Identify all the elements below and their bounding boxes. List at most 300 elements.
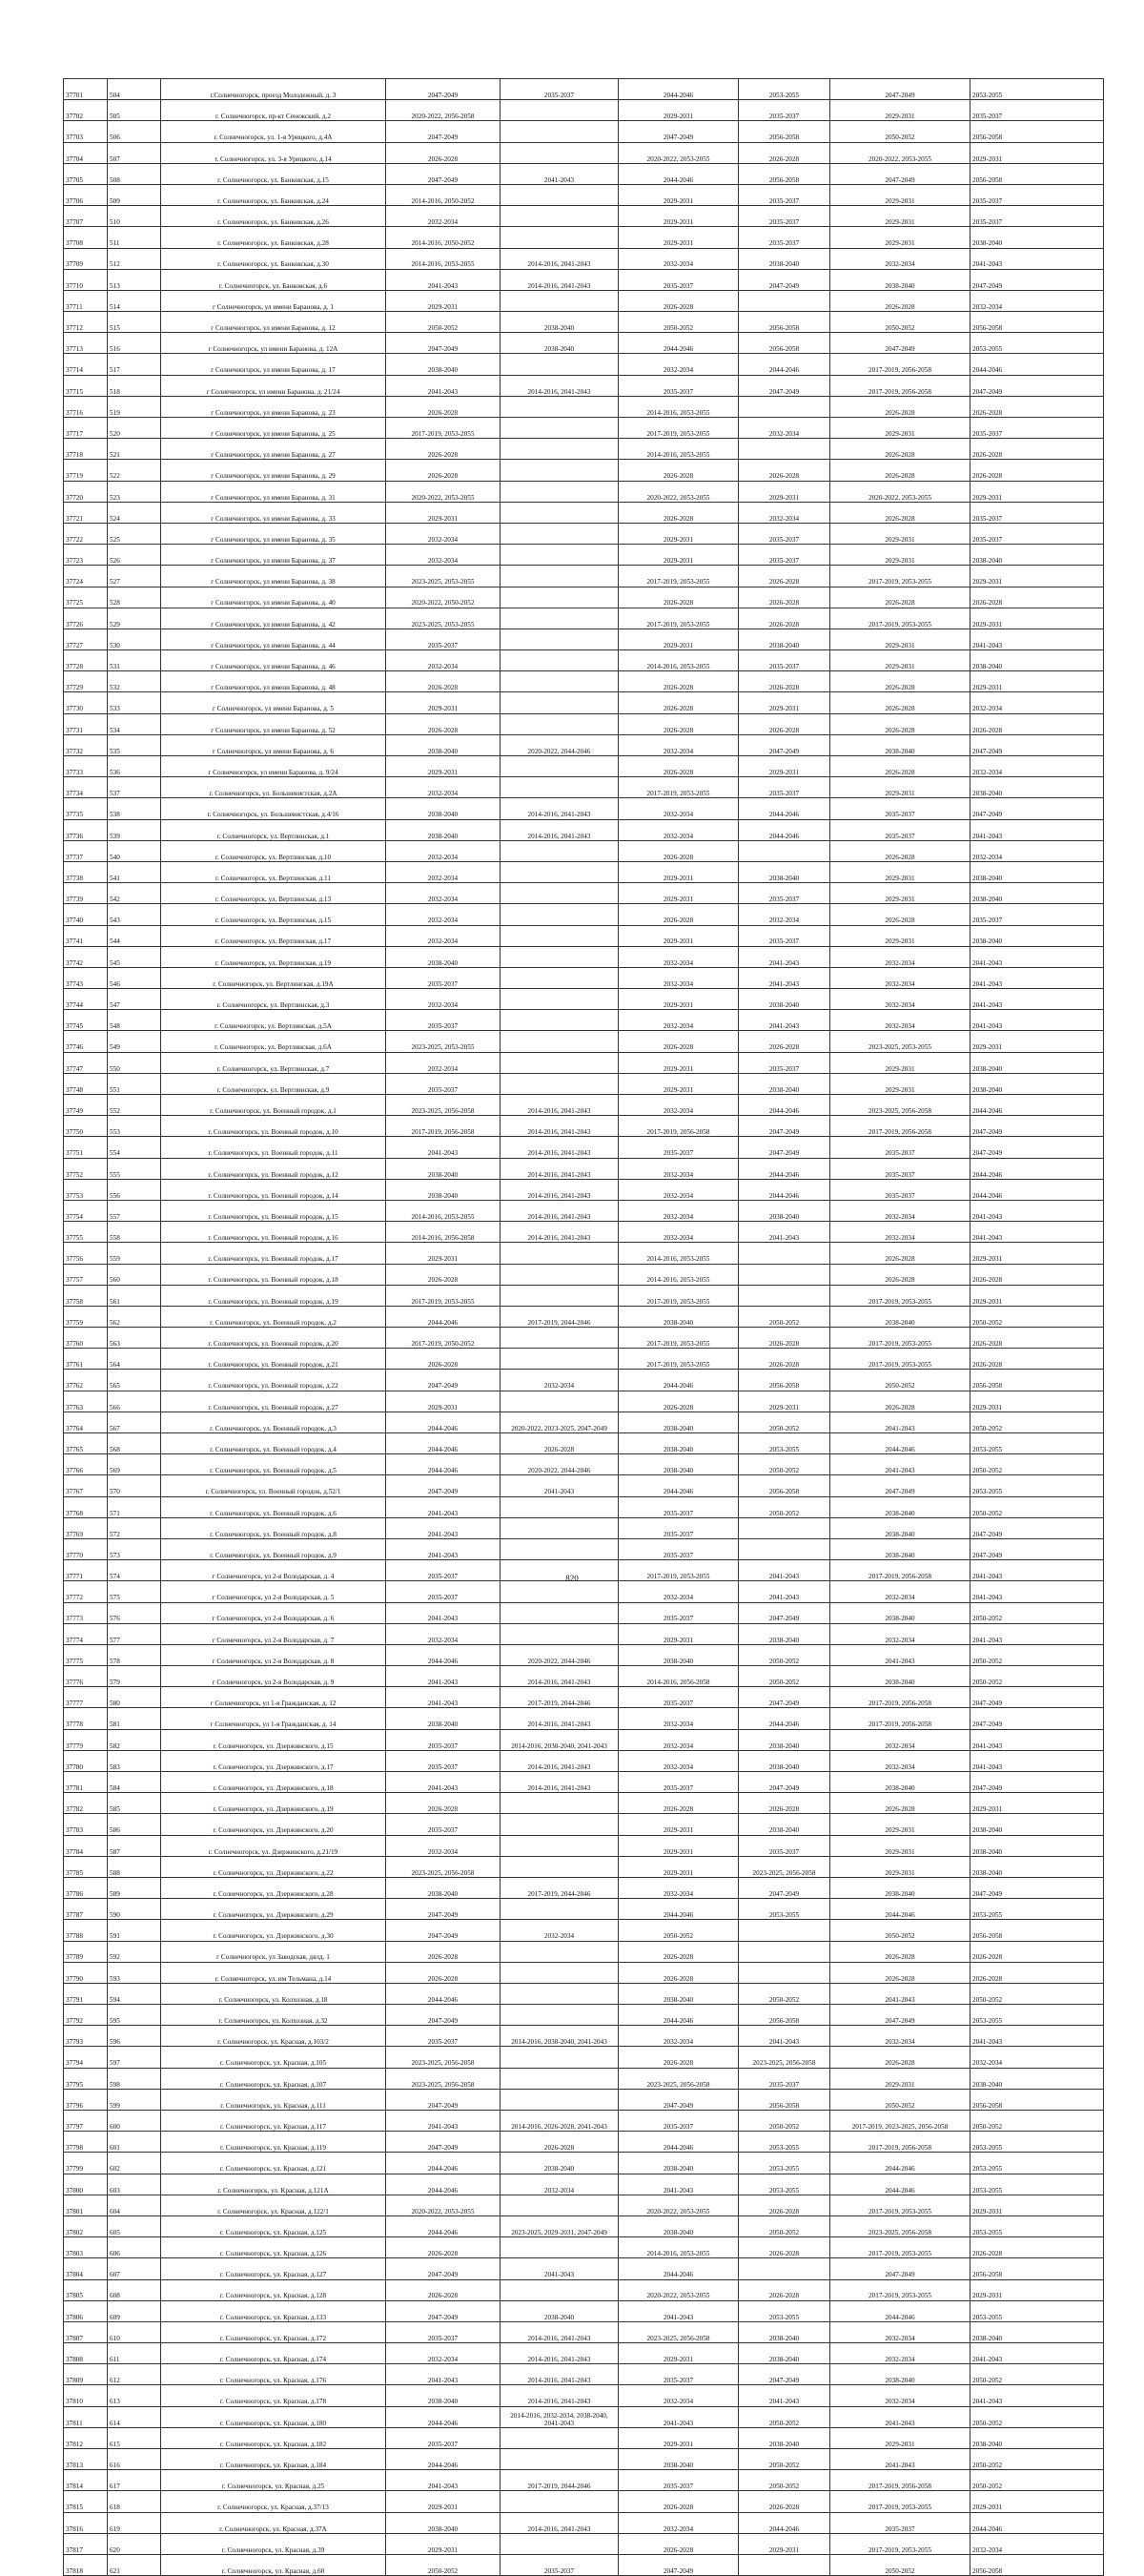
table-cell: 2047-2049 — [386, 1475, 500, 1496]
table-cell: 2053-2055 — [970, 2153, 1104, 2174]
table-cell: г. Солнечногорск, ул. Военный городок, д.6 — [161, 1496, 386, 1517]
table-cell: 2041-2043 — [739, 2026, 830, 2047]
table-cell: 513 — [108, 269, 161, 290]
table-cell: 37799 — [64, 2153, 108, 2174]
table-cell: 2041-2043 — [619, 2300, 739, 2321]
table-cell: 2050-2052 — [970, 1454, 1104, 1475]
table-cell: 2032-2034 — [386, 1623, 500, 1644]
table-cell — [500, 2195, 619, 2215]
table-cell: г. Солнечногорск, ул. Красная, д.119 — [161, 2132, 386, 2153]
table-cell: 2026-2028 — [386, 1349, 500, 1370]
table-cell: 2029-2031 — [619, 1856, 739, 1877]
table-cell — [739, 1941, 830, 1962]
table-cell: 2038-2040 — [739, 629, 830, 649]
table-cell: 2020-2022, 2050-2052 — [386, 587, 500, 608]
table-cell: 37717 — [64, 418, 108, 439]
table-cell: г. Солнечногорск, ул. Военный городок, д.10 — [161, 1116, 386, 1137]
table-cell: 2032-2034 — [619, 2026, 739, 2047]
table-cell: 37786 — [64, 1877, 108, 1898]
table-cell: 2032-2034 — [970, 692, 1104, 713]
table-cell: 560 — [108, 1264, 161, 1285]
table-cell: г. Солнечногорск, ул. Вертлинская, д.3 — [161, 989, 386, 1010]
table-cell: 37701 — [64, 79, 108, 100]
table-cell: 568 — [108, 1433, 161, 1454]
table-cell: 37784 — [64, 1835, 108, 1856]
table-row — [64, 967, 1104, 988]
table-cell: 525 — [108, 523, 161, 544]
table-cell: г. Солнечногорск, ул. Военный городок, д.22 — [161, 1370, 386, 1391]
table-cell: 2029-2031 — [830, 1835, 970, 1856]
table-cell: 2026-2028 — [830, 587, 970, 608]
table-row — [64, 883, 1104, 904]
table-cell: 2050-2052 — [386, 312, 500, 333]
table-cell: 37764 — [64, 1412, 108, 1432]
table-cell: 2050-2052 — [970, 2449, 1104, 2470]
table-cell: 543 — [108, 904, 161, 925]
table-cell: 37765 — [64, 1433, 108, 1454]
table-cell: 2038-2040 — [386, 1708, 500, 1729]
table-cell: 2038-2040 — [500, 333, 619, 354]
table-row — [64, 2237, 1104, 2258]
table-cell: 2038-2040 — [619, 1644, 739, 1665]
table-cell: г. Солнечногорск, ул. Дзержинского, д.28 — [161, 1877, 386, 1898]
table-cell: 2026-2028 — [739, 1328, 830, 1349]
table-cell: 2014-2016, 2041-2043 — [500, 798, 619, 819]
table-cell: 2038-2040 — [739, 989, 830, 1010]
table-cell: 37818 — [64, 2554, 108, 2575]
table-cell: г. Солнечногорск, ул. Военный городок, д.20 — [161, 1328, 386, 1349]
table-cell: 2020-2022, 2053-2055 — [619, 2195, 739, 2215]
table-row — [64, 396, 1104, 417]
table-row — [64, 2554, 1104, 2575]
table-cell: 2026-2028 — [830, 1941, 970, 1962]
table-cell: 2053-2055 — [739, 1899, 830, 1920]
table-cell: 37773 — [64, 1602, 108, 1623]
table-cell: 2035-2037 — [830, 798, 970, 819]
table-row — [64, 2047, 1104, 2068]
table-cell: 37780 — [64, 1750, 108, 1771]
table-cell: 2029-2031 — [830, 418, 970, 439]
table-cell: 2047-2049 — [386, 2089, 500, 2110]
table-row — [64, 1328, 1104, 1349]
table-cell: 2023-2025, 2053-2055 — [386, 1031, 500, 1052]
table-cell — [500, 883, 619, 904]
table-cell: г. Солнечногорск, ул. Военный городок, д.21 — [161, 1349, 386, 1370]
table-cell: 2026-2028 — [619, 460, 739, 481]
table-cell: 2017-2019, 2053-2055 — [830, 2533, 970, 2554]
table-cell: 2026-2028 — [739, 608, 830, 629]
table-cell: 2047-2049 — [386, 333, 500, 354]
table-cell: 37756 — [64, 1243, 108, 1264]
table-cell: 2053-2055 — [970, 333, 1104, 354]
table-cell — [500, 671, 619, 692]
table-cell: 2050-2052 — [739, 2111, 830, 2132]
table-cell — [500, 840, 619, 861]
table-cell — [500, 629, 619, 649]
table-cell: 37731 — [64, 713, 108, 734]
table-cell: 37703 — [64, 121, 108, 142]
table-cell: 2044-2046 — [739, 1158, 830, 1179]
table-cell: 608 — [108, 2279, 161, 2300]
table-cell: 37734 — [64, 777, 108, 798]
table-cell: г. Солнечногорск, ул. Красная, д.39 — [161, 2533, 386, 2554]
page-number: 820 — [565, 1574, 579, 1583]
table-cell: 2026-2028 — [619, 1793, 739, 1814]
table-cell: 2032-2034 — [619, 1581, 739, 1602]
table-cell: 2026-2028 — [739, 2279, 830, 2300]
schedule-table-container — [63, 78, 1103, 2576]
table-row — [64, 608, 1104, 629]
table-cell: г. Солнечногорск, ул. Военный городок, д.4 — [161, 1433, 386, 1454]
table-cell: 2056-2058 — [970, 1920, 1104, 1941]
table-cell: г. Солнечногорск, ул. Банковская, д.24 — [161, 184, 386, 205]
table-cell — [500, 460, 619, 481]
table-cell: 2029-2031 — [619, 545, 739, 566]
table-cell: г. Солнечногорск, ул. Красная, д.111 — [161, 2089, 386, 2110]
table-cell: 2032-2034 — [619, 1179, 739, 1200]
table-cell: 2053-2055 — [970, 1475, 1104, 1496]
table-cell: 2035-2037 — [619, 1137, 739, 1158]
table-cell: 2041-2043 — [970, 248, 1104, 269]
table-cell: 2029-2031 — [830, 2068, 970, 2089]
table-cell: 2017-2019, 2056-2058 — [830, 1708, 970, 1729]
table-cell: 535 — [108, 734, 161, 755]
table-cell: 2020-2022, 2044-2046 — [500, 734, 619, 755]
table-cell: 2014-2016, 2041-2043 — [500, 269, 619, 290]
table-cell: г. Солнечногорск, ул. Военный городок, д.19 — [161, 1285, 386, 1306]
table-cell: 2041-2043 — [386, 2111, 500, 2132]
table-cell: 2035-2037 — [619, 2470, 739, 2491]
table-cell: 2035-2037 — [739, 1835, 830, 1856]
table-cell: 2029-2031 — [830, 925, 970, 946]
table-cell: 601 — [108, 2132, 161, 2153]
table-cell: 37728 — [64, 650, 108, 671]
table-cell: 2026-2028 — [500, 1433, 619, 1454]
table-cell: 2035-2037 — [500, 2554, 619, 2575]
table-cell: г. Солнечногорск, ул. Красная, д.133 — [161, 2300, 386, 2321]
table-cell: 2032-2034 — [619, 2385, 739, 2406]
table-cell: 2050-2052 — [739, 1454, 830, 1475]
table-cell: 506 — [108, 121, 161, 142]
table-cell: 2035-2037 — [619, 1517, 739, 1538]
table-cell: 554 — [108, 1137, 161, 1158]
table-cell: 2032-2034 — [970, 2533, 1104, 2554]
table-cell: 2017-2019, 2044-2046 — [500, 1687, 619, 1708]
table-row — [64, 184, 1104, 205]
table-cell: 37797 — [64, 2111, 108, 2132]
table-cell: 2026-2028 — [739, 2237, 830, 2258]
table-row — [64, 650, 1104, 671]
table-cell: 611 — [108, 2343, 161, 2364]
table-cell: 578 — [108, 1644, 161, 1665]
table-row — [64, 1200, 1104, 1221]
table-cell — [500, 1538, 619, 1559]
table-cell: 569 — [108, 1454, 161, 1475]
table-cell: 2038-2040 — [970, 1073, 1104, 1094]
table-cell: г. Солнечногорск, ул. 1-я Урицкого, д.4А — [161, 121, 386, 142]
table-cell: 37735 — [64, 798, 108, 819]
table-row — [64, 1222, 1104, 1243]
table-cell: 618 — [108, 2491, 161, 2512]
table-row — [64, 671, 1104, 692]
table-cell: г Солнечногорск, ул имени Баранова, д. 12А — [161, 333, 386, 354]
table-cell: 565 — [108, 1370, 161, 1391]
table-cell — [739, 1962, 830, 1983]
table-cell: 37793 — [64, 2026, 108, 2047]
table-cell: 37790 — [64, 1962, 108, 1983]
table-cell: 2029-2031 — [830, 1814, 970, 1835]
table-cell — [500, 1243, 619, 1264]
table-cell: 2026-2028 — [386, 713, 500, 734]
table-cell: 2026-2028 — [830, 439, 970, 460]
table-cell: 2053-2055 — [739, 2174, 830, 2195]
table-cell: 37759 — [64, 1306, 108, 1327]
table-cell: г. Солнечногорск, ул. Красная, д.117 — [161, 2111, 386, 2132]
table-cell: 2041-2043 — [970, 1750, 1104, 1771]
table-cell: 2029-2031 — [619, 1623, 739, 1644]
table-cell: 2017-2019, 2053-2055 — [830, 566, 970, 587]
table-cell: 2041-2043 — [830, 1644, 970, 1665]
table-cell: 2029-2031 — [830, 1073, 970, 1094]
table-cell: 2026-2028 — [830, 671, 970, 692]
table-cell: г Солнечногорск, ул имени Баранова, д. 46 — [161, 650, 386, 671]
table-cell: 2014-2016, 2041-2043 — [500, 1772, 619, 1793]
table-cell: 37716 — [64, 396, 108, 417]
table-row — [64, 312, 1104, 333]
table-cell: 2044-2046 — [386, 1454, 500, 1475]
table-cell: г Солнечногорск, ул 2-я Володарская, д. 6 — [161, 1602, 386, 1623]
table-cell: г Солнечногорск, ул имени Баранова, д. 23 — [161, 396, 386, 417]
table-cell: 2029-2031 — [619, 1835, 739, 1856]
table-cell — [500, 523, 619, 544]
table-cell: 2029-2031 — [739, 692, 830, 713]
table-cell: 2026-2028 — [830, 713, 970, 734]
table-cell: 2056-2058 — [739, 2089, 830, 2110]
table-cell — [500, 1793, 619, 1814]
table-cell: 2041-2043 — [970, 2343, 1104, 2364]
table-cell: 2050-2052 — [970, 1306, 1104, 1327]
table-cell: 2029-2031 — [386, 290, 500, 311]
table-row — [64, 2132, 1104, 2153]
table-cell: 2044-2046 — [970, 1158, 1104, 1179]
table-cell: 2026-2028 — [619, 1391, 739, 1412]
table-row — [64, 2300, 1104, 2321]
table-cell: 37721 — [64, 502, 108, 523]
table-cell — [500, 1517, 619, 1538]
table-cell: 2032-2034 — [830, 989, 970, 1010]
table-cell: 2047-2049 — [739, 269, 830, 290]
table-cell: 2029-2031 — [970, 2279, 1104, 2300]
table-cell: 2029-2031 — [830, 650, 970, 671]
table-cell: 2026-2028 — [619, 671, 739, 692]
table-cell: 2017-2019, 2056-2058 — [830, 1560, 970, 1581]
table-cell: 2056-2058 — [970, 312, 1104, 333]
table-cell: 2032-2034 — [830, 1623, 970, 1644]
table-cell: г Солнечногорск, ул имени Баранова, д. 5 — [161, 692, 386, 713]
table-cell: 2041-2043 — [739, 2385, 830, 2406]
table-cell — [500, 206, 619, 227]
table-cell: г. Солнечногорск, ул. Красная, д.107 — [161, 2068, 386, 2089]
table-cell: г. Солнечногорск, ул. Дзержинского, д.17 — [161, 1750, 386, 1771]
table-cell: 2050-2052 — [739, 2406, 830, 2427]
table-row — [64, 2343, 1104, 2364]
table-cell: 2023-2025, 2029-2031, 2047-2049 — [500, 2215, 619, 2236]
table-cell: 2047-2049 — [386, 2258, 500, 2279]
table-cell: г. Солнечногорск, ул. Колхозная, д.32 — [161, 2005, 386, 2026]
table-cell: 511 — [108, 227, 161, 248]
table-cell: 516 — [108, 333, 161, 354]
table-cell — [500, 1899, 619, 1920]
table-row — [64, 756, 1104, 777]
table-cell: 2041-2043 — [970, 1222, 1104, 1243]
table-cell: 621 — [108, 2554, 161, 2575]
table-cell: 2035-2037 — [739, 650, 830, 671]
table-cell: г. Солнечногорск, ул. Военный городок, д.11 — [161, 1137, 386, 1158]
table-cell — [500, 1623, 619, 1644]
table-cell: 2056-2058 — [970, 121, 1104, 142]
table-cell: 542 — [108, 883, 161, 904]
table-cell: 553 — [108, 1116, 161, 1137]
table-cell: 2032-2034 — [619, 1708, 739, 1729]
table-cell: 2050-2052 — [619, 312, 739, 333]
table-cell: 520 — [108, 418, 161, 439]
table-row — [64, 1729, 1104, 1750]
table-cell: 2032-2034 — [500, 2174, 619, 2195]
table-cell: г. Солнечногорск, ул. Вертлинская, д.9 — [161, 1073, 386, 1094]
table-cell: 580 — [108, 1687, 161, 1708]
table-cell: 2014-2016, 2041-2043 — [500, 1222, 619, 1243]
table-cell: 2038-2040 — [739, 1814, 830, 1835]
table-cell: 2026-2028 — [386, 671, 500, 692]
table-cell: 2020-2022, 2053-2055 — [830, 142, 970, 163]
table-cell: 590 — [108, 1899, 161, 1920]
table-row — [64, 904, 1104, 925]
table-cell: 2041-2043 — [386, 1496, 500, 1517]
table-cell: 2029-2031 — [619, 989, 739, 1010]
table-cell: 2026-2028 — [830, 396, 970, 417]
table-cell: 2044-2046 — [830, 2174, 970, 2195]
table-row — [64, 1666, 1104, 1687]
table-cell — [739, 1243, 830, 1264]
table-cell: 2035-2037 — [386, 629, 500, 649]
table-cell: 2014-2016, 2041-2043 — [500, 1200, 619, 1221]
table-cell: 2044-2046 — [830, 1899, 970, 1920]
table-cell: 2026-2028 — [830, 1391, 970, 1412]
table-cell: г. Солнечногорск, ул. Вертлинская, д.5А — [161, 1010, 386, 1031]
table-cell: 2026-2028 — [619, 756, 739, 777]
table-row — [64, 2068, 1104, 2089]
table-cell: 2044-2046 — [386, 2215, 500, 2236]
table-cell — [739, 2554, 830, 2575]
table-cell — [739, 1517, 830, 1538]
table-cell: 37738 — [64, 861, 108, 882]
table-cell: 37811 — [64, 2406, 108, 2427]
table-cell: 2017-2019, 2056-2058 — [830, 354, 970, 375]
table-cell: г. Солнечногорск, ул. Красная, д.37А — [161, 2512, 386, 2533]
table-cell: 37813 — [64, 2449, 108, 2470]
table-cell: г. Солнечногорск, ул. Вертлинская, д.11 — [161, 861, 386, 882]
table-cell: 37745 — [64, 1010, 108, 1031]
table-cell: 2038-2040 — [970, 2427, 1104, 2448]
table-cell: 2014-2016, 2053-2055 — [619, 396, 739, 417]
table-cell: 2026-2028 — [830, 1793, 970, 1814]
table-cell: 2032-2034 — [739, 904, 830, 925]
table-row — [64, 1920, 1104, 1941]
table-cell: 2017-2019, 2023-2025, 2056-2058 — [830, 2111, 970, 2132]
table-row — [64, 1899, 1104, 1920]
table-cell: г Солнечногорск, ул имени Баранова, д. 38 — [161, 566, 386, 587]
table-cell: 514 — [108, 290, 161, 311]
table-cell: 2035-2037 — [619, 1772, 739, 1793]
table-cell: 2035-2037 — [739, 206, 830, 227]
table-cell: 37740 — [64, 904, 108, 925]
table-cell: 2047-2049 — [386, 2005, 500, 2026]
table-row — [64, 545, 1104, 566]
table-cell: 2035-2037 — [739, 523, 830, 544]
table-cell: г. Солнечногорск, ул. Красная, д.125 — [161, 2215, 386, 2236]
table-cell — [500, 777, 619, 798]
table-row — [64, 1073, 1104, 1094]
table-cell: 2041-2043 — [619, 2406, 739, 2427]
table-cell: г. Солнечногорск, ул. Банковская, д.26 — [161, 206, 386, 227]
table-cell: 2035-2037 — [619, 2364, 739, 2385]
table-row — [64, 1623, 1104, 1644]
table-cell: 37810 — [64, 2385, 108, 2406]
table-cell: 2026-2028 — [970, 460, 1104, 481]
table-row — [64, 1772, 1104, 1793]
table-cell: 2041-2043 — [830, 2406, 970, 2427]
table-cell: 37768 — [64, 1496, 108, 1517]
table-cell: 2038-2040 — [739, 1200, 830, 1221]
table-cell: 37720 — [64, 481, 108, 502]
table-cell: 2044-2046 — [619, 163, 739, 184]
table-cell: 2050-2052 — [830, 121, 970, 142]
table-cell: 2038-2040 — [386, 798, 500, 819]
table-cell — [500, 2237, 619, 2258]
table-cell: 2014-2016, 2041-2043 — [500, 248, 619, 269]
table-cell: 2020-2022, 2053-2055 — [619, 142, 739, 163]
table-cell: 37817 — [64, 2533, 108, 2554]
table-row — [64, 163, 1104, 184]
table-cell: 2014-2016, 2053-2055 — [619, 439, 739, 460]
table-cell: 37803 — [64, 2237, 108, 2258]
table-cell: 2035-2037 — [619, 375, 739, 396]
table-cell: 2029-2031 — [386, 2533, 500, 2554]
table-cell: 2038-2040 — [970, 925, 1104, 946]
table-cell: 2035-2037 — [386, 1010, 500, 1031]
table-row — [64, 1370, 1104, 1391]
table-cell: 2047-2049 — [739, 375, 830, 396]
table-row — [64, 502, 1104, 523]
table-cell: 2038-2040 — [830, 734, 970, 755]
table-row — [64, 269, 1104, 290]
table-cell: 2032-2034 — [619, 967, 739, 988]
table-cell: 2047-2049 — [739, 1877, 830, 1898]
table-cell: 2047-2049 — [619, 2554, 739, 2575]
table-cell: 566 — [108, 1391, 161, 1412]
table-cell: 2026-2028 — [386, 439, 500, 460]
table-cell — [739, 1538, 830, 1559]
table-cell: г Солнечногорск, ул 2-я Володарская, д. 4 — [161, 1560, 386, 1581]
table-row — [64, 354, 1104, 375]
table-cell: 2038-2040 — [619, 1983, 739, 2004]
table-cell: 2026-2028 — [739, 2195, 830, 2215]
table-row — [64, 142, 1104, 163]
table-cell: г. Солнечногорск, ул. Военный городок, д.14 — [161, 1179, 386, 1200]
table-cell: 2029-2031 — [386, 2491, 500, 2512]
table-cell: 2038-2040 — [970, 2321, 1104, 2342]
table-row — [64, 2364, 1104, 2385]
